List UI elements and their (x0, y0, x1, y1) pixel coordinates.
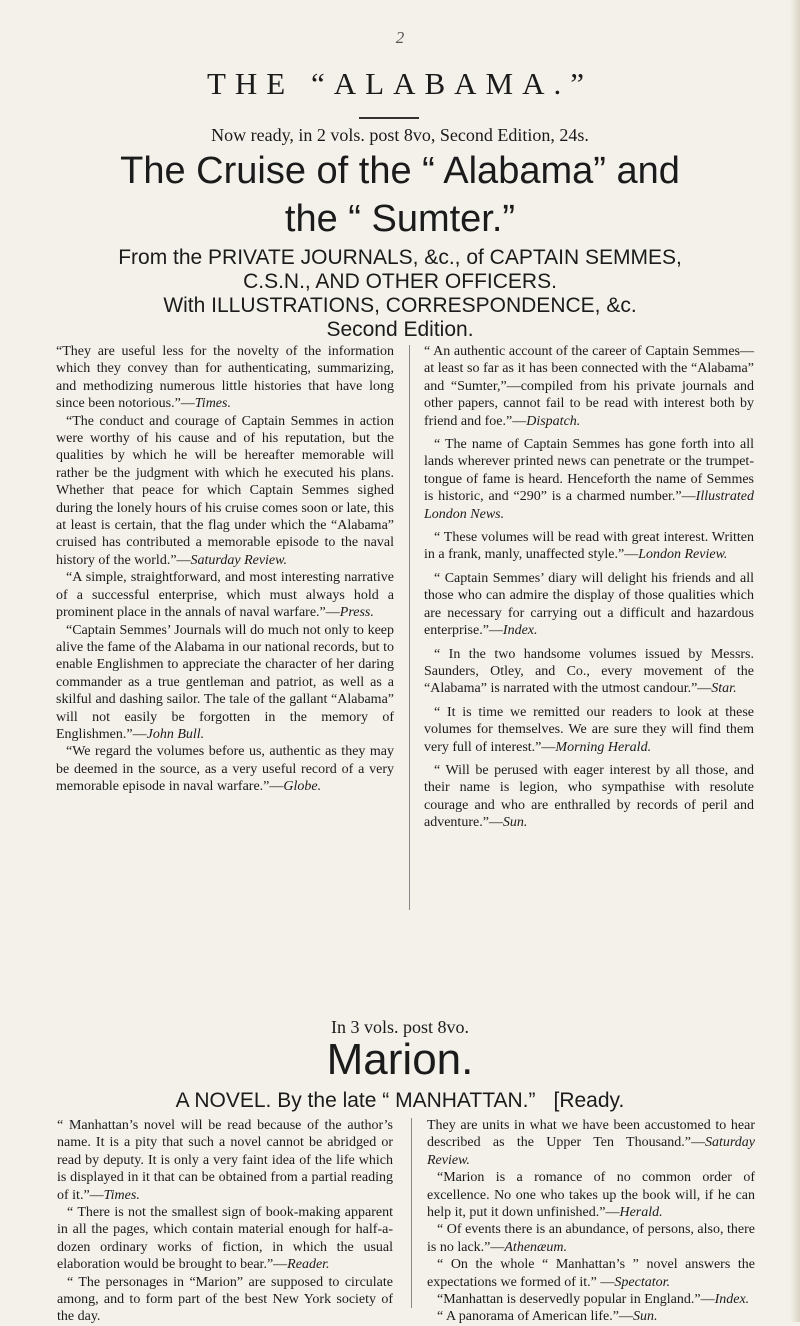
alabama-reviews-right-column (424, 343, 754, 838)
review-text: “ Manhattan’s novel will be read because of the author’s name. It is a pity that such a novel cannot be abridged or read by deputy. It is only a very faint idea of the life which is displayed in it that can be obtained from a partial reading of it.”— (57, 1118, 393, 1203)
review-quote (427, 1117, 755, 1169)
marion-announcement: In 3 vols. post 8vo. (330, 1017, 469, 1037)
subtitle-line-3: With ILLUSTRATIONS, CORRESPONDENCE, &c. (163, 294, 637, 317)
review-quote (56, 413, 394, 570)
review-quote (427, 1291, 755, 1308)
book-title-line-1: The Cruise of the “ Alabama” and (120, 150, 680, 192)
edition-announcement: Now ready, in 2 vols. post 8vo, Second Edition, 24s. (211, 125, 589, 145)
column-divider-2 (411, 1118, 412, 1308)
review-quote (424, 436, 754, 523)
review-quote (427, 1169, 755, 1221)
review-quote (424, 570, 754, 640)
review-text: “ In the two handsome volumes issued by Messrs. Saunders, Otley, and Co., every movement of the “Alabama” is narrated with the utmost candour.”— (424, 646, 754, 697)
review-source: Sun. (502, 815, 528, 831)
review-text: “ On the whole “ Manhattan’s ” novel answers the expectations we formed of it.” — (427, 1257, 755, 1290)
review-text: “Marion is a romance of no common order of excellence. No one who takes up the book will, if he can help it, put it down unfinished.”— (427, 1170, 755, 1221)
review-text: “Manhattan is deservedly popular in England.”— (437, 1292, 715, 1308)
review-text: “ Captain Semmes’ diary will delight his friends and all those who can admire the display of those qualities which are necessary for carrying out a difficult and hazardous enterprise.”— (424, 570, 754, 639)
review-quote (424, 704, 754, 756)
page-number: 2 (395, 28, 405, 47)
review-quote (57, 1117, 393, 1204)
review-text: “ A panorama of American life.”— (437, 1309, 633, 1325)
review-source: Times. (103, 1187, 140, 1203)
review-source: Press. (339, 605, 374, 621)
review-quote (56, 743, 394, 795)
review-text: “ Of events there is an abundance, of persons, also, there is no lack.”— (427, 1222, 755, 1255)
review-text: “ It is time we remitted our readers to look at these volumes for themselves. We are sure they will find them very full of interest.”— (424, 704, 754, 755)
novel-author-line: A NOVEL. By the late “ MANHATTAN.” (175, 1089, 536, 1112)
review-quote (424, 343, 754, 430)
review-source: Saturday Review. (427, 1135, 755, 1168)
review-quote (57, 1204, 393, 1274)
review-quote (56, 343, 394, 413)
review-source: Globe. (283, 779, 322, 795)
book-title-line-2: the “ Sumter.” (284, 198, 516, 240)
subtitle-line-4: Second Edition. (326, 318, 474, 341)
review-quote (427, 1308, 755, 1325)
review-source: Index. (714, 1292, 750, 1308)
review-quote (57, 1274, 393, 1326)
review-quote (427, 1256, 755, 1291)
review-source: Spectator. (614, 1274, 670, 1290)
subtitle-line-1: From the PRIVATE JOURNALS, &c., of CAPTAIN SEMMES, (118, 246, 682, 269)
main-heading: THE “ALABAMA.” (206, 66, 593, 101)
page-edge-shadow (790, 0, 800, 1322)
review-source: Index. (502, 623, 538, 639)
marion-reviews-left-column (57, 1117, 393, 1326)
review-text: “We regard the volumes before us, authentic as they may be deemed in the source, as a very useful record of a very memorable episode in naval warfare.”— (56, 744, 394, 795)
review-text: “The conduct and courage of Captain Semmes in action were worthy of his cause and of his reputation, but the qualities by which he will be hereafter memorable will rather be the judgment with which he executed his plans. Whether that peace for which Captain Semmes sighed during the lonely hours of his cruise comes soon or late, this at least is certain, that the flag under which the “Alabama” cruised has contributed a memorable episode to the naval history of the world.”— (56, 413, 394, 568)
marion-novel-line (20, 1088, 780, 1114)
subtitle-line-2: C.S.N., AND OTHER OFFICERS. (243, 270, 557, 293)
review-source: John Bull. (146, 726, 205, 742)
review-source: London Review. (638, 547, 728, 563)
review-text: “ The personages in “Marion” are supposed to circulate among, and to form part of the best New York society of the day. (57, 1274, 393, 1325)
review-text: “They are useful less for the novelty of the information which they convey than for authenticating, summarizing, and methodizing numerous little histories that have long since been notorious.”— (56, 344, 394, 412)
review-source: Saturday Review. (190, 552, 287, 568)
review-text: “A simple, straightforward, and most interesting narrative of a successful enterprise, which must always hold a prominent place in the annals of naval warfare.”— (56, 570, 394, 621)
review-source: Athenæum. (504, 1239, 567, 1255)
review-source: Star. (711, 681, 737, 697)
review-text: “Captain Semmes’ Journals will do much not only to keep alive the fame of the Alabama in our national records, but to enable Englishmen to appreciate the character of her daring commander as a true gentleman and patriot, as well as a skilful and dashing sailor. The tale of the gallant “Alabama” will not easily be forgotten in the memory of Englishmen.”— (56, 622, 394, 742)
heading-rule (359, 117, 419, 119)
review-quote (56, 569, 394, 621)
review-text: “ These volumes will be read with great interest. Written in a frank, manly, unaffected style.”— (424, 530, 754, 563)
review-source: Reader. (287, 1257, 330, 1273)
column-divider (409, 345, 410, 910)
review-text: “ Will be perused with eager interest by all those, and their name is legion, who sympathise with resolute courage and who are enthralled by records of peril and adventure.”— (424, 762, 754, 831)
review-quote (424, 529, 754, 564)
marion-title: Marion. (326, 1035, 474, 1084)
review-text: “ The name of Captain Semmes has gone forth into all lands wherever printed news can penetrate or the trumpet-tongue of fame is heard. Henceforth the name of Semmes is historic, and “290” is a charmed number.”— (424, 437, 754, 505)
review-quote (424, 646, 754, 698)
review-source: Morning Herald. (555, 739, 652, 755)
review-source: Sun. (632, 1309, 658, 1325)
review-quote (424, 762, 754, 832)
review-source: Illustrated London News. (424, 489, 754, 522)
review-text: “ There is not the smallest sign of book-making apparent in all the pages, which contain material enough for half-a-dozen ordinary works of fiction, in which the usual elaboration would be brought to bear.”— (57, 1205, 393, 1273)
review-source: Herald. (619, 1205, 663, 1221)
review-text: They are units in what we have been accustomed to hear described as the Upper Ten Thousand.”— (427, 1118, 755, 1151)
alabama-reviews-left-column (56, 343, 394, 796)
review-text: “ An authentic account of the career of Captain Semmes—at least so far as it has been connected with the “Alabama” and “Sumter,”—compiled from his private journals and other papers, cannot fail to be read with interest both by friend and foe.”— (424, 344, 754, 429)
review-quote (427, 1221, 755, 1256)
marion-reviews-right-column (427, 1117, 755, 1326)
review-source: Dispatch. (526, 413, 581, 429)
ready-notice: [Ready. (553, 1089, 625, 1112)
review-quote (56, 622, 394, 744)
review-source: Times. (194, 396, 231, 412)
